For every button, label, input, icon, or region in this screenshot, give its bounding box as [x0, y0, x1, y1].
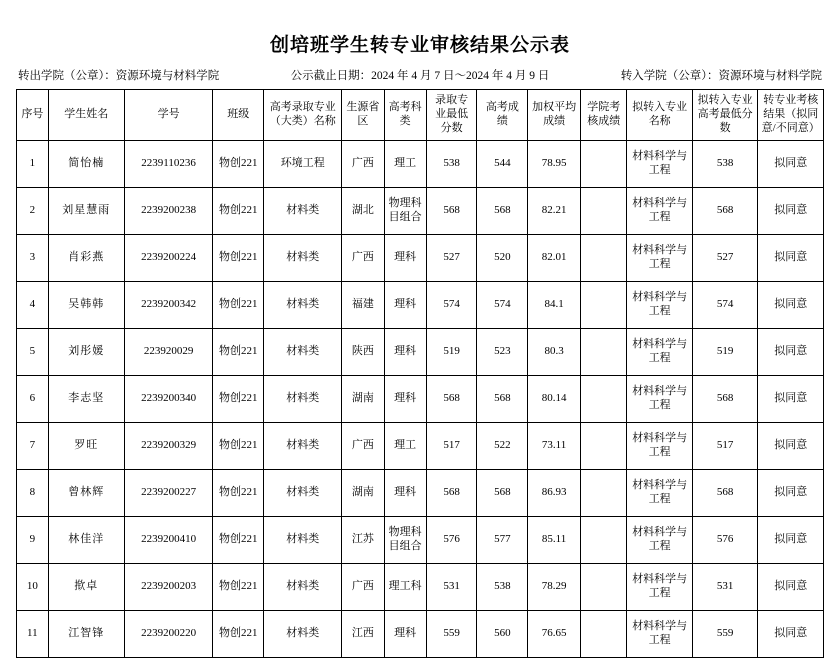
cell-weighted-avg: 73.11	[528, 423, 581, 470]
cell-college-score	[580, 423, 626, 470]
table-row	[17, 470, 824, 517]
table-header-row	[17, 90, 824, 141]
cell-gaokao-score: 568	[477, 376, 528, 423]
cell-weighted-avg: 82.21	[528, 188, 581, 235]
col-header-major: 高考录取专业（大类）名称	[264, 90, 342, 141]
cell-class: 物创221	[213, 611, 264, 658]
cell-gaokao-score: 538	[477, 564, 528, 611]
cell-major: 材料类	[264, 423, 342, 470]
cell-subject: 理工	[384, 141, 426, 188]
cell-student-id: 2239200342	[124, 282, 213, 329]
cell-result: 拟同意	[758, 376, 824, 423]
cell-class: 物创221	[213, 564, 264, 611]
cell-to-min-score: 574	[692, 282, 757, 329]
cell-to-major: 材料科学与工程	[627, 141, 692, 188]
cell-college-score	[580, 470, 626, 517]
cell-subject: 理科	[384, 611, 426, 658]
cell-min-score: 576	[426, 517, 477, 564]
cell-gaokao-score: 577	[477, 517, 528, 564]
cell-weighted-avg: 86.93	[528, 470, 581, 517]
cell-province: 福建	[342, 282, 384, 329]
cell-gaokao-score: 568	[477, 470, 528, 517]
col-header-result: 转专业考核结果（拟同意/不同意）	[758, 90, 824, 141]
cell-major: 材料类	[264, 564, 342, 611]
cell-weighted-avg: 82.01	[528, 235, 581, 282]
cell-min-score: 527	[426, 235, 477, 282]
cell-name: 刘彤媛	[48, 329, 124, 376]
cell-name: 肖彩燕	[48, 235, 124, 282]
cell-gaokao-score: 522	[477, 423, 528, 470]
cell-subject: 理科	[384, 329, 426, 376]
cell-result: 拟同意	[758, 517, 824, 564]
cell-subject: 物理科目组合	[384, 188, 426, 235]
cell-seq: 8	[17, 470, 49, 517]
cell-name: 李志坚	[48, 376, 124, 423]
col-header-subject: 高考科类	[384, 90, 426, 141]
cell-subject: 理工	[384, 423, 426, 470]
cell-to-min-score: 568	[692, 376, 757, 423]
cell-weighted-avg: 78.95	[528, 141, 581, 188]
table-row	[17, 188, 824, 235]
cell-province: 广西	[342, 141, 384, 188]
page-title: 创培班学生转专业审核结果公示表	[269, 35, 570, 56]
cell-result: 拟同意	[758, 282, 824, 329]
table-row	[17, 564, 824, 611]
cell-to-min-score: 568	[692, 470, 757, 517]
cell-to-min-score: 527	[692, 235, 757, 282]
cell-to-major: 材料科学与工程	[627, 376, 692, 423]
cell-student-id: 2239200238	[124, 188, 213, 235]
cell-province: 广西	[342, 235, 384, 282]
cell-gaokao-score: 568	[477, 188, 528, 235]
cell-province: 陕西	[342, 329, 384, 376]
col-header-student-id: 学号	[124, 90, 213, 141]
cell-name: 刘星慧雨	[48, 188, 124, 235]
cell-to-major: 材料科学与工程	[627, 470, 692, 517]
cell-seq: 6	[17, 376, 49, 423]
cell-gaokao-score: 523	[477, 329, 528, 376]
cell-name: 简怡楠	[48, 141, 124, 188]
document-meta-row	[16, 67, 824, 83]
cell-to-major: 材料科学与工程	[627, 517, 692, 564]
cell-seq: 1	[17, 141, 49, 188]
cell-province: 江苏	[342, 517, 384, 564]
col-header-weighted-avg: 加权平均成绩	[528, 90, 581, 141]
table-row	[17, 611, 824, 658]
cell-seq: 2	[17, 188, 49, 235]
cell-student-id: 2239110236	[124, 141, 213, 188]
cell-student-id: 2239200220	[124, 611, 213, 658]
cell-min-score: 538	[426, 141, 477, 188]
cell-to-min-score: 576	[692, 517, 757, 564]
cell-min-score: 568	[426, 376, 477, 423]
cell-seq: 10	[17, 564, 49, 611]
cell-min-score: 574	[426, 282, 477, 329]
cell-class: 物创221	[213, 423, 264, 470]
cell-weighted-avg: 80.14	[528, 376, 581, 423]
cell-to-major: 材料科学与工程	[627, 611, 692, 658]
col-header-college-score: 学院考核成绩	[580, 90, 626, 141]
cell-subject: 理科	[384, 470, 426, 517]
cell-college-score	[580, 376, 626, 423]
cell-province: 广西	[342, 423, 384, 470]
cell-min-score: 559	[426, 611, 477, 658]
cell-major: 材料类	[264, 329, 342, 376]
cell-college-score	[580, 188, 626, 235]
col-header-seq: 序号	[17, 90, 49, 141]
cell-weighted-avg: 78.29	[528, 564, 581, 611]
cell-to-major: 材料科学与工程	[627, 423, 692, 470]
cell-class: 物创221	[213, 470, 264, 517]
cell-weighted-avg: 85.11	[528, 517, 581, 564]
table-row	[17, 141, 824, 188]
table-row	[17, 329, 824, 376]
cell-college-score	[580, 141, 626, 188]
cell-to-min-score: 519	[692, 329, 757, 376]
cell-result: 拟同意	[758, 470, 824, 517]
cell-student-id: 2239200227	[124, 470, 213, 517]
cell-class: 物创221	[213, 282, 264, 329]
cell-result: 拟同意	[758, 329, 824, 376]
cell-major: 材料类	[264, 188, 342, 235]
cell-student-id: 2239200224	[124, 235, 213, 282]
cell-weighted-avg: 76.65	[528, 611, 581, 658]
cell-to-min-score: 568	[692, 188, 757, 235]
transfer-in-college: 转入学院（公章）：资源环境与材料学院	[620, 70, 822, 82]
cell-gaokao-score: 544	[477, 141, 528, 188]
cell-major: 材料类	[264, 517, 342, 564]
cell-subject: 理科	[384, 235, 426, 282]
cell-min-score: 568	[426, 470, 477, 517]
cell-to-major: 材料科学与工程	[627, 329, 692, 376]
cell-result: 拟同意	[758, 235, 824, 282]
cell-seq: 4	[17, 282, 49, 329]
cell-to-major: 材料科学与工程	[627, 188, 692, 235]
cell-min-score: 568	[426, 188, 477, 235]
cell-weighted-avg: 80.3	[528, 329, 581, 376]
cell-student-id: 2239200340	[124, 376, 213, 423]
cell-college-score	[580, 329, 626, 376]
cell-min-score: 519	[426, 329, 477, 376]
cell-student-id: 2239200329	[124, 423, 213, 470]
col-header-to-min-score: 拟转入专业高考最低分数	[692, 90, 757, 141]
cell-class: 物创221	[213, 329, 264, 376]
cell-min-score: 517	[426, 423, 477, 470]
cell-gaokao-score: 520	[477, 235, 528, 282]
cell-seq: 11	[17, 611, 49, 658]
cell-major: 材料类	[264, 282, 342, 329]
table-row	[17, 282, 824, 329]
cell-gaokao-score: 574	[477, 282, 528, 329]
cell-result: 拟同意	[758, 564, 824, 611]
cell-major: 材料类	[264, 611, 342, 658]
cell-to-min-score: 559	[692, 611, 757, 658]
cell-student-id: 2239200203	[124, 564, 213, 611]
col-header-min-score: 录取专业最低分数	[426, 90, 477, 141]
transfer-out-college: 转出学院（公章）：资源环境与材料学院	[18, 70, 220, 82]
document-page	[0, 30, 840, 655]
cell-class: 物创221	[213, 141, 264, 188]
cell-college-score	[580, 235, 626, 282]
cell-major: 环境工程	[264, 141, 342, 188]
cell-result: 拟同意	[758, 611, 824, 658]
cell-result: 拟同意	[758, 188, 824, 235]
review-results-table	[16, 89, 824, 658]
cell-subject: 理科	[384, 376, 426, 423]
cell-weighted-avg: 84.1	[528, 282, 581, 329]
cell-major: 材料类	[264, 376, 342, 423]
cell-student-id: 2239200410	[124, 517, 213, 564]
cell-name: 吴韩韩	[48, 282, 124, 329]
cell-name: 林佳洋	[48, 517, 124, 564]
col-header-name: 学生姓名	[48, 90, 124, 141]
cell-to-min-score: 538	[692, 141, 757, 188]
col-header-class: 班级	[213, 90, 264, 141]
cell-to-major: 材料科学与工程	[627, 235, 692, 282]
cell-to-min-score: 517	[692, 423, 757, 470]
cell-to-major: 材料科学与工程	[627, 564, 692, 611]
cell-class: 物创221	[213, 188, 264, 235]
cell-to-major: 材料科学与工程	[627, 282, 692, 329]
cell-seq: 7	[17, 423, 49, 470]
cell-seq: 9	[17, 517, 49, 564]
cell-major: 材料类	[264, 235, 342, 282]
cell-college-score	[580, 611, 626, 658]
cell-result: 拟同意	[758, 141, 824, 188]
cell-province: 湖南	[342, 470, 384, 517]
cell-class: 物创221	[213, 517, 264, 564]
cell-gaokao-score: 560	[477, 611, 528, 658]
cell-name: 揿卓	[48, 564, 124, 611]
table-row	[17, 517, 824, 564]
cell-to-min-score: 531	[692, 564, 757, 611]
col-header-to-major: 拟转入专业名称	[627, 90, 692, 141]
cell-province: 江西	[342, 611, 384, 658]
cell-college-score	[580, 282, 626, 329]
cell-subject: 理工科	[384, 564, 426, 611]
cell-seq: 5	[17, 329, 49, 376]
table-row	[17, 235, 824, 282]
col-header-province: 生源省区	[342, 90, 384, 141]
cell-province: 湖南	[342, 376, 384, 423]
cell-province: 湖北	[342, 188, 384, 235]
cell-class: 物创221	[213, 376, 264, 423]
cell-name: 江智锋	[48, 611, 124, 658]
cell-college-score	[580, 517, 626, 564]
cell-name: 曾林辉	[48, 470, 124, 517]
cell-name: 罗旺	[48, 423, 124, 470]
cell-subject: 理科	[384, 282, 426, 329]
cell-major: 材料类	[264, 470, 342, 517]
col-header-gaokao-score: 高考成绩	[477, 90, 528, 141]
table-row	[17, 376, 824, 423]
table-row	[17, 423, 824, 470]
cell-subject: 物理科目组合	[384, 517, 426, 564]
publicity-deadline: 公示截止日期：2024 年 4 月 7 日～2024 年 4 月 9 日	[290, 70, 550, 82]
cell-province: 广西	[342, 564, 384, 611]
cell-college-score	[580, 564, 626, 611]
cell-student-id: 223920029	[124, 329, 213, 376]
cell-class: 物创221	[213, 235, 264, 282]
cell-seq: 3	[17, 235, 49, 282]
cell-min-score: 531	[426, 564, 477, 611]
cell-result: 拟同意	[758, 423, 824, 470]
